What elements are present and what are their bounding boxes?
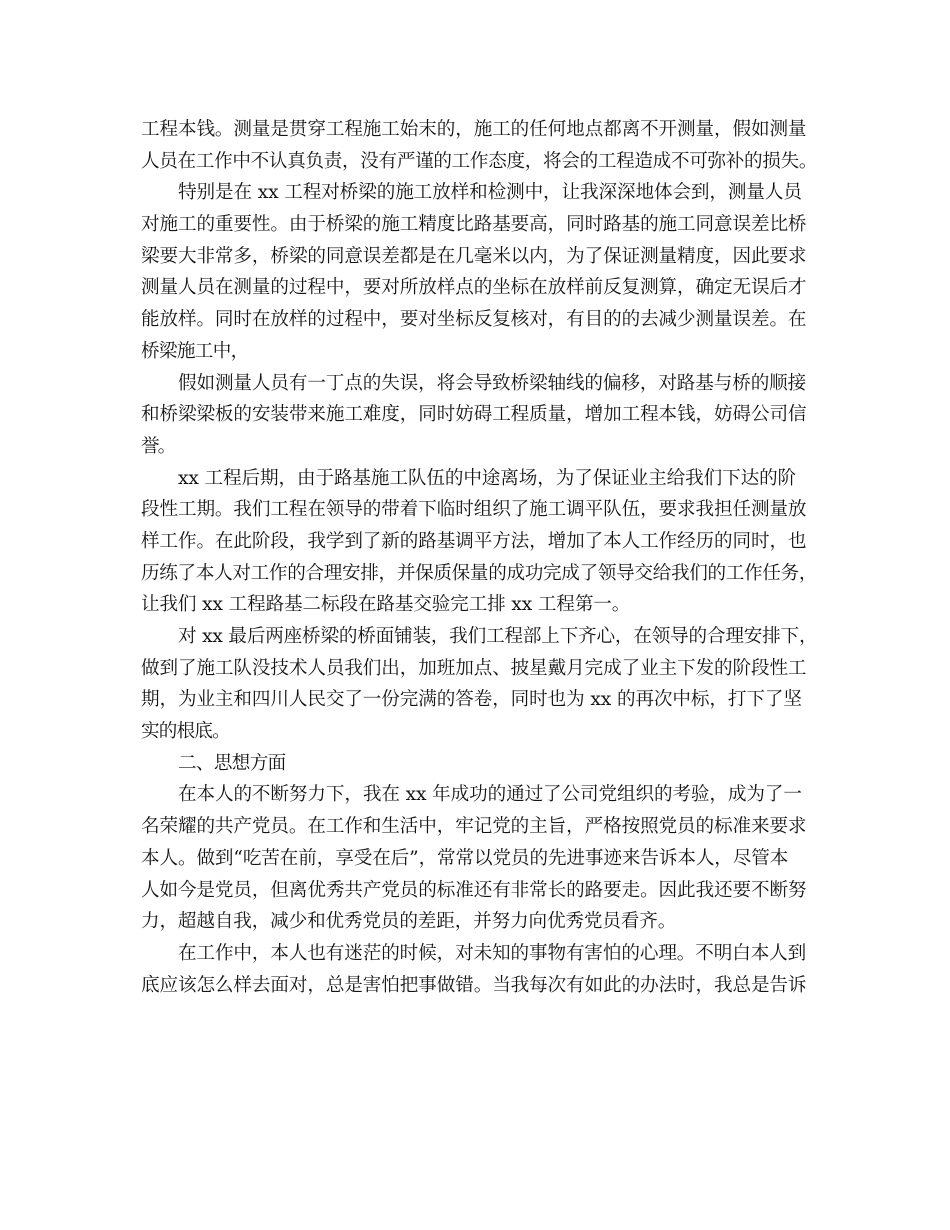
text-line: 力，超越自我，减少和优秀党员的差距，并努力向优秀党员看齐。 [141, 911, 677, 933]
text-line: 工程本钱。测量是贯穿工程施工始末的，施工的任何地点都离不开测量，假如测量 [141, 119, 807, 140]
document-body [141, 114, 821, 1001]
text-line: 底应该怎么样去面对，总是害怕把事做错。当我每次有如此的办法时，我总是告诉 [141, 974, 807, 996]
text-line: 样工作。在此阶段，我学到了新的路基调平方法，增加了本人工作经历的同时，也 [141, 530, 807, 552]
text-line: 期，为业主和四川人民交了一份完满的答卷，同时也为 xx 的再次中标，打下了坚 [141, 689, 802, 711]
text-line: 对 xx 最后两座桥梁的桥面铺装，我们工程部上下齐心，在领导的合理安排下， [178, 626, 818, 647]
text-line: 二、思想方面 [178, 752, 286, 774]
text-line: 特别是在 xx 工程对桥梁的施工放样和检测中，让我深深地体会到，测量人员 [178, 182, 802, 204]
text-line: 假如测量人员有一丁点的失误，将会导致桥梁轴线的偏移，对路基与桥的顺接 [178, 372, 807, 394]
text-line: 实的根底。 [141, 721, 230, 743]
text-line: 对施工的重要性。由于桥梁的施工精度比路基要高，同时路基的施工同意误差比桥 [141, 214, 807, 236]
text-line: 人如今是党员，但离优秀共产党员的标准还有非常长的路要走。因此我还要不断努 [141, 879, 807, 901]
text-line: 让我们 xx 工程路基二标段在路基交验完工排 xx 工程第一。 [141, 594, 631, 616]
text-line: 能放样。同时在放样的过程中，要对坐标反复核对，有目的的去减少测量误差。在 [141, 309, 807, 331]
text-line: 测量人员在测量的过程中，要对所放样点的坐标在放样前反复测算，确定无误后才 [141, 277, 807, 299]
text-line: 梁要大非常多，桥梁的同意误差都是在几毫米以内，为了保证测量精度，因此要求 [141, 245, 807, 267]
text-line: 名荣耀的共产党员。在工作和生活中，牢记党的主旨，严格按照党员的标准来要求 [141, 816, 807, 838]
text-line: 历练了本人对工作的合理安排，并保质保量的成功完成了领导交给我们的工作任务， [141, 562, 818, 584]
text-line: 做到了施工队没技术人员我们出，加班加点、披星戴月完成了业主下发的阶段性工 [141, 657, 807, 679]
text-line: 桥梁施工中， [141, 340, 249, 362]
text-line: 誉。 [141, 435, 175, 457]
text-line: xx 工程后期，由于路基施工队伍的中途离场，为了保证业主给我们下达的阶 [178, 467, 797, 489]
text-line: 段性工期。我们工程在领导的带着下临时组织了施工调平队伍，要求我担任测量放 [141, 499, 807, 521]
text-line: 和桥梁梁板的安装带来施工难度，同时妨碍工程质量，增加工程本钱，妨碍公司信 [141, 404, 807, 426]
text-line: 在工作中，本人也有迷茫的时候，对未知的事物有害怕的心理。不明白本人到 [178, 942, 807, 964]
text-line: 本人。做到“吃苦在前，享受在后”，常常以党员的先进事迹来告诉本人，尽管本 [141, 847, 789, 869]
text-line: 人员在工作中不认真负责，没有严谨的工作态度，将会的工程造成不可弥补的损失。 [141, 150, 818, 172]
text-line: 在本人的不断努力下，我在 xx 年成功的通过了公司党组织的考验，成为了一 [178, 784, 802, 806]
